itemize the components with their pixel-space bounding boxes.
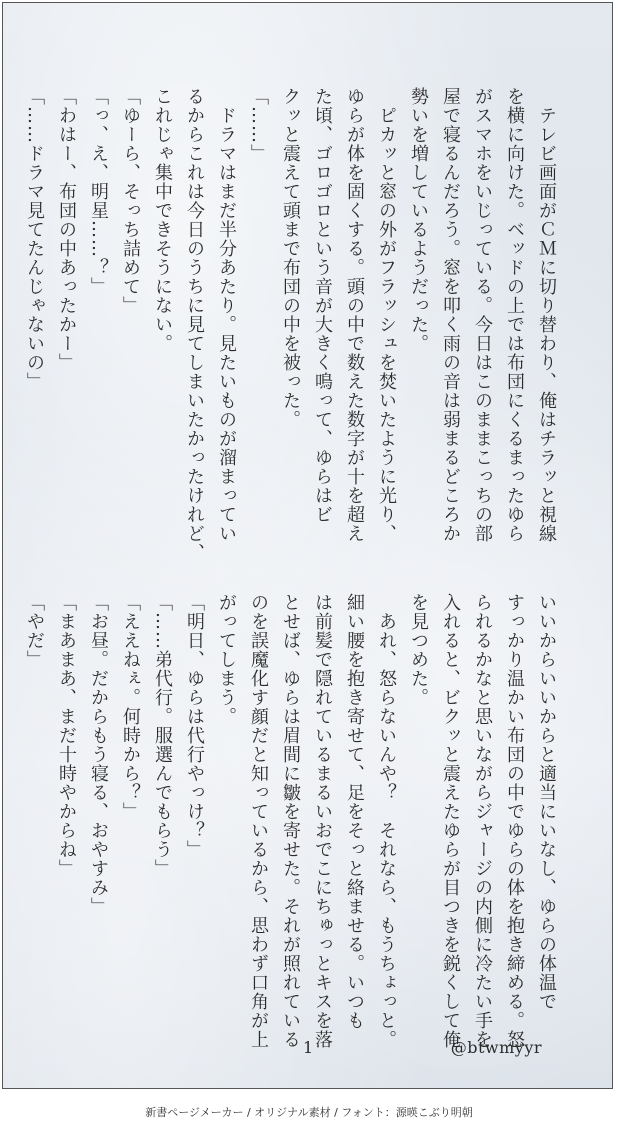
text-line: ゆらが体を固くする。頭の中で数えた数字が十を超え (344, 87, 365, 543)
credit-line: 新書ページメーカー / オリジナル素材 / フォント：源暎こぶり明朝 (145, 1106, 473, 1119)
text-line: 勢いを増しているようだった。 (408, 87, 429, 353)
text-line: がってしまう。 (216, 593, 237, 726)
author-handle: @btwmyyr (450, 1038, 542, 1057)
text-line: 入れると、ビクッと震えたゆらが目つきを鋭くして俺 (440, 593, 461, 1049)
text-line: 「っ、え、明星……？」 (88, 87, 109, 296)
text-line: 「明日、ゆらは代行やっけ？」 (184, 593, 205, 859)
text-line: 「ええねぇ。何時から？」 (120, 593, 141, 821)
text-line: 「お昼。だからもう寝る、おやすみ」 (88, 593, 109, 916)
text-line: これじゃ集中できそうにない。 (152, 87, 173, 353)
text-line: を見つめた。 (408, 593, 429, 707)
text-line: すっかり温かい布団の中でゆらの体を抱き締める。怒 (504, 593, 525, 1049)
text-line: がスマホをいじっている。今日はこのままこっちの部 (472, 87, 493, 543)
text-line: あれ、怒らないんや？ それなら、もうちょっと。 (376, 593, 397, 1049)
text-line: 「やだ」 (24, 593, 45, 669)
text-line: 「……」 (248, 87, 269, 163)
text-line: 細い腰を抱き寄せて、足をそっと絡ませる。いつも (344, 593, 365, 1030)
text-line: テレビ画面がＣＭに切り替わり、俺はチラッと視線 (536, 87, 557, 543)
text-line: られるかなと思いながらジャージの内側に冷たい手を (472, 593, 493, 1049)
text-line: 「……弟代行。服選んでもらう」 (152, 593, 173, 878)
text-line: を横に向けた。ベッドの上では布団にくるまったゆら (504, 87, 525, 543)
text-line: は前髪で隠れているまるいおでこにちゅっとキスを落 (312, 593, 333, 1049)
text-line: 「……ドラマ見てたんじゃないの」 (24, 87, 45, 391)
text-line: 「ゆーら、そっち詰めて」 (120, 87, 141, 315)
text-line: いいからいいからと適当にいなし、ゆらの体温で (536, 593, 557, 1011)
text-block-top (18, 87, 562, 562)
page-number: 1 (303, 1038, 314, 1057)
text-line: とせば、ゆらは眉間に皺を寄せた。それが照れている (280, 593, 301, 1049)
text-line: のを誤魔化す顔だと知っているから、思わず口角が上 (248, 593, 269, 1049)
text-line: るからこれは今日のうちに見てしまいたかったけれど、 (184, 87, 205, 562)
text-line: 「わはー、布団の中あったかー」 (56, 87, 77, 372)
text-line: ドラマはまだ半分あたり。見たいものが溜まってい (216, 87, 237, 543)
text-line: た頃、ゴロゴロという音が大きく鳴って、ゆらはビ (312, 87, 333, 524)
page-frame (2, 2, 613, 1089)
text-line: 屋で寝るんだろう。窓を叩く雨の音は弱まるどころか (440, 87, 461, 543)
text-line: クッと震えて頭まで布団の中を被った。 (280, 87, 301, 429)
text-line: 「まあまあ、まだ十時やからね」 (56, 593, 77, 878)
text-line: ピカッと窓の外がフラッシュを焚いたように光り、 (376, 87, 397, 543)
